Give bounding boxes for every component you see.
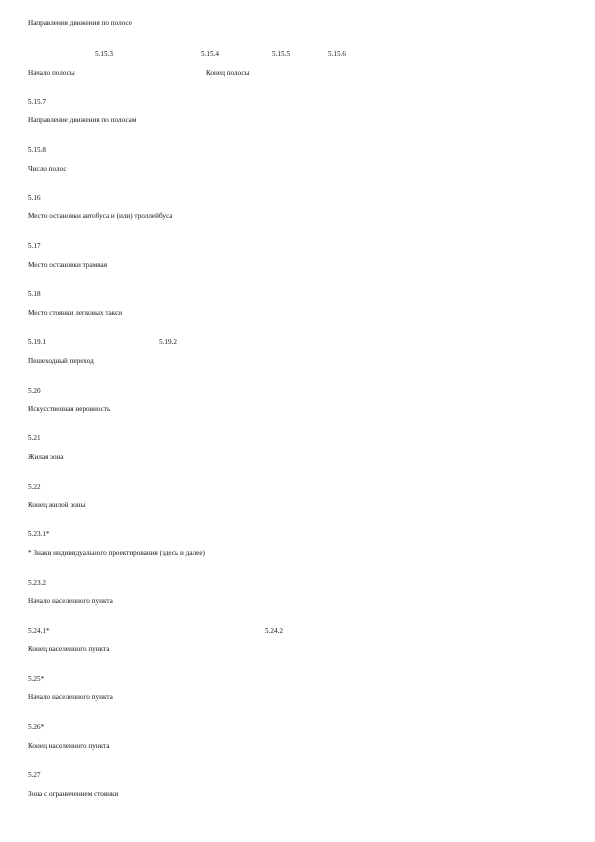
caption-residential-zone-end: Конец жилой зоны xyxy=(28,501,86,509)
caption-restricted-parking-zone: Зона с ограничением стоянки xyxy=(28,790,119,798)
sign-number-5-20: 5.20 xyxy=(28,387,41,395)
sign-number-5-15-8: 5.15.8 xyxy=(28,146,46,154)
caption-speed-bump: Искусственная неровность xyxy=(28,405,111,413)
sign-number-5-23-1: 5.23.1* xyxy=(28,530,50,538)
sign-number-5-16: 5.16 xyxy=(28,194,41,202)
sign-number-5-21: 5.21 xyxy=(28,434,41,442)
sign-number-5-24-1: 5.24.1* xyxy=(28,627,50,635)
caption-lane-start: Начало полосы xyxy=(28,69,75,77)
footnote-individual-design: * Знаки индивидуального проектирования (здесь и далее) xyxy=(28,549,205,557)
sign-number-5-22: 5.22 xyxy=(28,483,41,491)
caption-settlement-start: Начало населенного пункта xyxy=(28,597,113,605)
caption-settlement-start-2: Начало населенного пункта xyxy=(28,693,113,701)
sign-number-5-19-2: 5.19.2 xyxy=(159,338,177,346)
sign-number-5-15-4: 5.15.4 xyxy=(201,50,219,58)
sign-number-5-17: 5.17 xyxy=(28,242,41,250)
sign-number-5-23-2: 5.23.2 xyxy=(28,579,46,587)
sign-number-5-15-6: 5.15.6 xyxy=(328,50,346,58)
sign-number-5-15-5: 5.15.5 xyxy=(272,50,290,58)
sign-number-5-26: 5.26* xyxy=(28,723,45,731)
sign-number-5-15-3: 5.15.3 xyxy=(95,50,113,58)
sign-number-5-27: 5.27 xyxy=(28,771,41,779)
caption-direction-by-lanes: Направление движения по полосам xyxy=(28,116,137,124)
sign-number-5-25: 5.25* xyxy=(28,675,45,683)
sign-number-5-15-7: 5.15.7 xyxy=(28,98,46,106)
caption-residential-zone: Жилая зона xyxy=(28,453,64,461)
caption-pedestrian-crossing: Пешеходный переход xyxy=(28,357,94,365)
caption-tram-stop: Место остановки трамвая xyxy=(28,261,107,269)
caption-bus-stop: Место остановки автобуса и (или) троллейбуса xyxy=(28,212,173,220)
caption-lane-directions: Направления движения по полосе xyxy=(28,19,132,27)
caption-taxi-parking: Место стоянки легковых такси xyxy=(28,309,123,317)
caption-settlement-end: Конец населенного пункта xyxy=(28,645,110,653)
sign-number-5-24-2: 5.24.2 xyxy=(265,627,283,635)
caption-lane-end: Конец полосы xyxy=(206,69,250,77)
sign-number-5-18: 5.18 xyxy=(28,290,41,298)
sign-number-5-19-1: 5.19.1 xyxy=(28,338,46,346)
caption-number-of-lanes: Число полос xyxy=(28,165,67,173)
caption-settlement-end-2: Конец населенного пункта xyxy=(28,742,110,750)
